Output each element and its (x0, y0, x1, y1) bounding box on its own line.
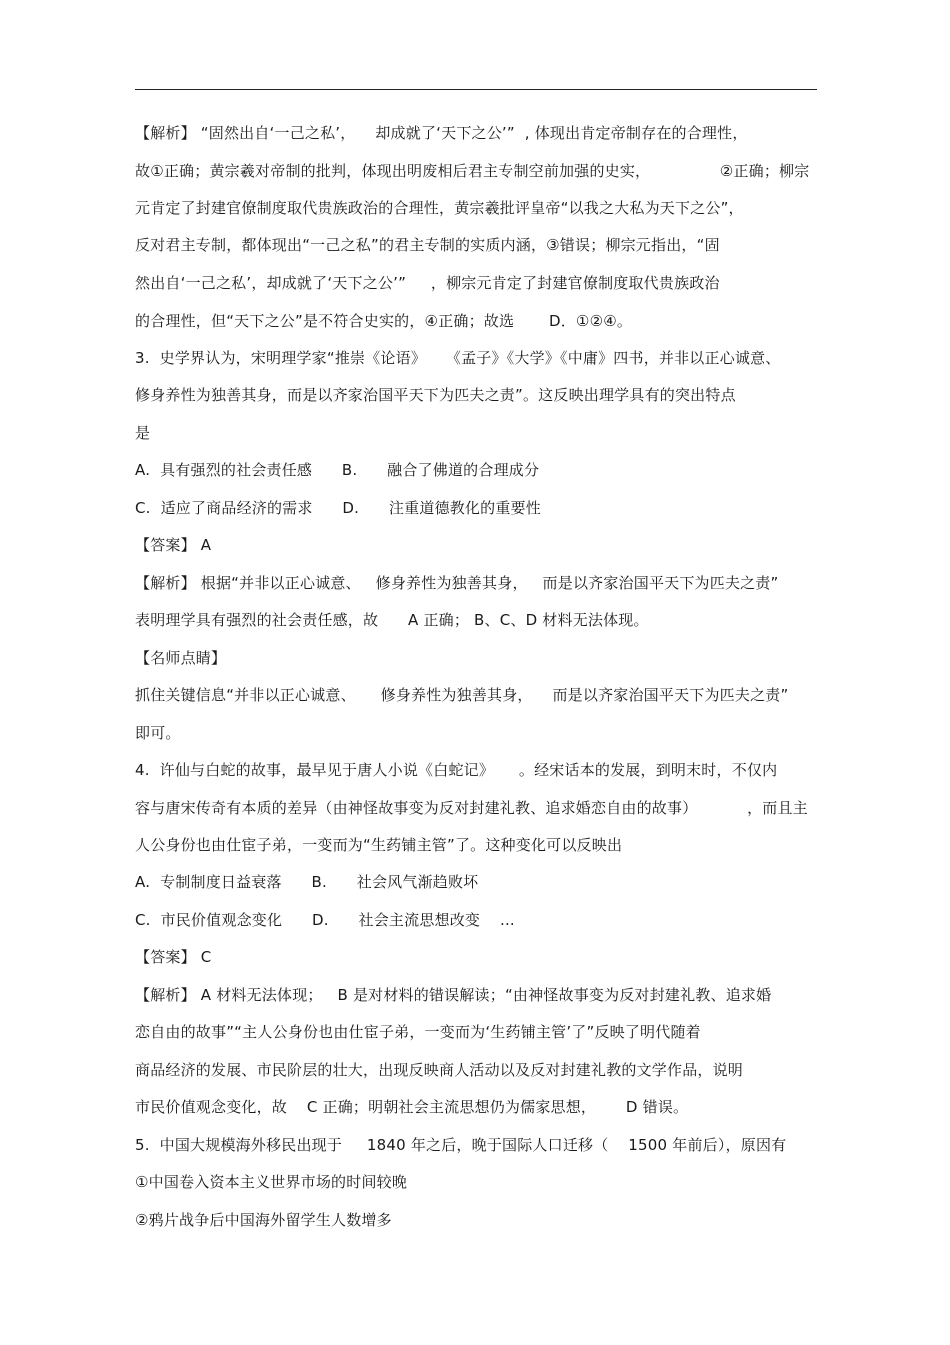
option-row: A. 专制制度日益衰落 B. 社会风气渐趋败坏 (135, 873, 479, 891)
question-4-stem: 4. 许仙与白蛇的故事，最早见于唐人小说《白蛇记》 。经宋话本的发展，到明末时，不仅内 (135, 761, 778, 779)
question-5-stem: 5. 中国大规模海外移民出现于 1840 年之后，晚于国际人口迁移（ 1500 年前后），原因有 (135, 1136, 787, 1154)
text-line: 容与唐宋传奇有本质的差异（由神怪故事变为反对封建礼教、追求婚恋自由的故事） ，而且主 (135, 799, 808, 817)
text-line: 【解析】 “固然出自‘一己之私’， 却成就了‘天下之公’” , 体现出肯定帝制存在的合理性， (135, 124, 748, 142)
header-rule (135, 89, 817, 90)
text-line: ①中国卷入资本主义世界市场的时间较晚 (135, 1173, 408, 1191)
option-row: C. 市民价值观念变化 D. 社会主流思想改变 ... (135, 911, 515, 929)
text-line: 人公身份也由仕宦子弟，一变而为“生药铺主管”了。这种变化可以反映出 (135, 836, 623, 854)
question-3-stem: 3. 史学界认为，宋明理学家“推崇《论语》 《孟子》《大学》《中庸》四书，并非以正心诚意、 (135, 349, 781, 367)
text-line: 然出自‘一己之私’，却成就了‘天下之公’” ，柳宗元肯定了封建官僚制度取代贵族政治 (135, 274, 720, 292)
answer-label: 【答案】 C (135, 948, 212, 966)
text-line: 修身养性为独善其身，而是以齐家治国平天下为匹夫之责”。这反映出理学具有的突出特点 (135, 386, 736, 404)
text-line: 即可。 (135, 724, 181, 742)
text-line: 元肯定了封建官僚制度取代贵族政治的合理性，黄宗羲批评皇帝“以我之大私为天下之公”， (135, 199, 744, 217)
option-row: A. 具有强烈的社会责任感 B. 融合了佛道的合理成分 (135, 461, 540, 479)
text-line: 故①正确；黄宗羲对帝制的批判，体现出明废相后君主专制空前加强的史实， ②正确；柳宗 (135, 162, 810, 180)
text-line: 抓住关键信息“并非以正心诚意、 修身养性为独善其身， 而是以齐家治国平天下为匹夫之责” (135, 686, 789, 704)
text-line: 的合理性，但“天下之公”是不符合史实的，④正确；故选 D．①②④。 (135, 312, 633, 330)
text-line: 【解析】 根据“并非以正心诚意、 修身养性为独善其身， 而是以齐家治国平天下为匹夫之责” (135, 574, 779, 592)
text-line: 表明理学具有强烈的社会责任感，故 A 正确； B、C、D 材料无法体现。 (135, 611, 649, 629)
answer-label: 【答案】 A (135, 536, 212, 554)
text-line: 【解析】 A 材料无法体现； B 是对材料的错误解读；“由神怪故事变为反对封建礼教、追求婚 (135, 986, 772, 1004)
text-line: 反对君主专制，都体现出“一己之私”的君主专制的实质内涵，③错误；柳宗元指出，“固 (135, 236, 720, 254)
text-line: 是 (135, 424, 151, 442)
option-row: C. 适应了商品经济的需求 D. 注重道德教化的重要性 (135, 499, 541, 517)
section-heading: 【名师点睛】 (135, 649, 227, 667)
text-line: ②鸦片战争后中国海外留学生人数增多 (135, 1211, 392, 1229)
text-line: 恋自由的故事”“主人公身份也由仕宦子弟，一变而为‘生药铺主管’了”反映了明代随着 (135, 1023, 701, 1041)
text-line: 商品经济的发展、市民阶层的壮大，出现反映商人活动以及反对封建礼教的文学作品，说明 (135, 1061, 744, 1079)
text-line: 市民价值观念变化，故 C 正确；明朝社会主流思想仍为儒家思想， D 错误。 (135, 1098, 689, 1116)
